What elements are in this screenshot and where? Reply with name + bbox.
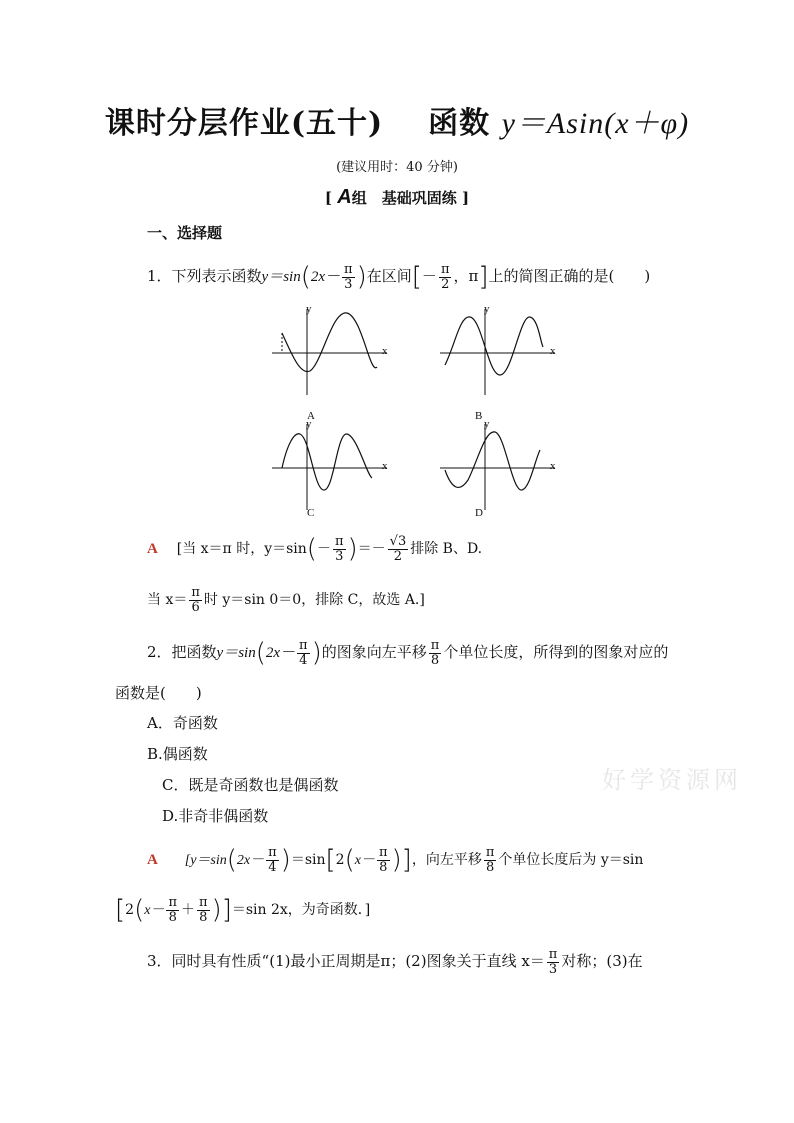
q1-answer-line2 [147, 586, 425, 614]
graph-c [262, 418, 392, 519]
q2-mid: 的图象向左平移 [321, 643, 427, 661]
frac [333, 535, 346, 563]
q2-answer-letter: A [147, 852, 158, 868]
q3-tail: 对称；(3)在 [561, 952, 643, 971]
lbracket: [ [115, 895, 126, 925]
frac-num: π [299, 637, 308, 653]
q2-option-b: B.偶函数 [147, 745, 208, 763]
axis-x-label: x [382, 345, 388, 357]
frac [429, 639, 442, 667]
q1-frac-2 [439, 263, 452, 291]
q2-option-d: D.非奇非偶函数 [162, 807, 269, 825]
lparen: ( [306, 534, 317, 564]
frac-den: 8 [379, 859, 388, 875]
frac-num: π [199, 894, 208, 910]
mid: ，向左平移 [411, 852, 482, 868]
lparen: ( [134, 895, 145, 925]
frac-num: π [334, 533, 344, 549]
q2-fn: y＝sin [216, 645, 256, 661]
eq: ＝－ [357, 541, 386, 557]
lbracket: [ [325, 845, 336, 875]
tail: 个单位长度后为 y＝sin [498, 852, 644, 868]
graph-d [430, 418, 560, 519]
axis-x-label: x [382, 460, 388, 472]
frac-num: π [440, 261, 450, 277]
q2-option-c: C．既是奇函数也是偶函数 [162, 776, 339, 794]
rparen: ) [311, 638, 322, 668]
l2b: x－ [144, 903, 165, 918]
l2a: 2 [125, 902, 135, 918]
axis-y-label: y [484, 303, 490, 315]
title-fn-math: y＝Asin(x＋φ) [501, 107, 690, 140]
q1-lbracket: [ [411, 262, 422, 292]
frac-den: 3 [548, 961, 558, 977]
q2-inner: 2x－ [265, 645, 296, 661]
q2-stem: 2．把函数 [147, 643, 217, 661]
q2-answer-line2 [115, 895, 370, 925]
graph-b [430, 303, 560, 422]
rparen: ) [391, 845, 402, 875]
frac-den: 2 [393, 548, 403, 564]
plus: ＋ [181, 902, 195, 918]
q1-frac [342, 263, 355, 291]
frac-den: 8 [485, 859, 495, 875]
group-close-bracket: ] [461, 189, 470, 207]
q1-rbracket: ] [478, 262, 489, 292]
frac [197, 896, 210, 924]
group-letter: A [337, 186, 352, 208]
frac-sqrt [388, 535, 409, 563]
section-heading: 一、选择题 [147, 224, 223, 242]
frac-den: 3 [344, 276, 353, 292]
frac [266, 846, 279, 874]
graph-a-letter: A [307, 410, 315, 422]
rparen: ) [347, 534, 358, 564]
frac-den: 8 [430, 652, 440, 668]
lparen: ( [255, 638, 266, 668]
group-heading [0, 186, 794, 209]
frac [484, 846, 497, 874]
lparen: ( [344, 845, 355, 875]
q2-answer-a: [y＝sin [184, 853, 227, 868]
q1-comma: ，π [453, 267, 479, 285]
frac-den: 8 [168, 909, 177, 925]
q1-stem: 1．下列表示函数 [147, 267, 262, 285]
q1-neg: － [421, 267, 437, 285]
neg: － [316, 541, 331, 557]
frac-den: 2 [441, 276, 450, 292]
frac-num: π [485, 844, 495, 860]
group-open-bracket: [ [324, 189, 333, 207]
frac-num: π [191, 585, 200, 600]
q1-rparen: ) [356, 262, 367, 292]
axis-x-label: x [550, 460, 556, 472]
q1-mid: 在区间 [366, 267, 412, 285]
lparen: ( [226, 845, 237, 875]
q2-answer-line1 [147, 845, 643, 875]
graph-b-letter: B [475, 410, 483, 422]
q2-line2: 函数是( ) [115, 684, 202, 702]
q2-tail: 个单位长度，所得到的图象对应的 [443, 643, 669, 661]
q1-answer-text: [当 x＝π 时，y＝sin [176, 541, 307, 557]
frac-num: π [548, 947, 558, 962]
inner2b: x－ [354, 853, 375, 868]
graph-c-letter: C [307, 507, 315, 519]
q1-answer-line2-a: 当 x＝ [147, 592, 188, 609]
title-cn: 课时分层作业(五十) [104, 106, 384, 141]
axis-x-label: x [550, 345, 556, 357]
title-fn-label: 函数 [428, 106, 491, 141]
frac-den: 6 [191, 599, 200, 615]
q3-stem: 3．同时具有性质“(1)最小正周期是π；(2)图象关于直线 x＝ [147, 952, 545, 971]
question-3 [147, 948, 643, 976]
page-title [0, 98, 794, 142]
frac-num: π [268, 844, 277, 860]
rbracket: ] [401, 845, 412, 875]
frac-den: 4 [268, 859, 277, 875]
axis-y-label: y [484, 418, 490, 430]
q2-option-a: A．奇函数 [147, 714, 218, 732]
q1-fn: y＝sin [261, 269, 301, 285]
frac [189, 586, 202, 614]
frac [377, 846, 390, 874]
frac-den: 8 [199, 909, 208, 925]
graph-d-letter: D [475, 507, 483, 519]
rbracket: ] [221, 895, 232, 925]
rparen: ) [211, 895, 222, 925]
frac [547, 948, 560, 976]
q1-tail: 上的简图正确的是( ) [488, 267, 651, 285]
frac [166, 896, 179, 924]
q1-inner: 2x－ [310, 269, 341, 285]
frac-num: π [378, 844, 388, 860]
frac-num: π [430, 637, 440, 653]
frac-den: 3 [335, 548, 344, 564]
frac-num: π [168, 894, 177, 910]
group-text: 组 基础巩固练 [351, 189, 457, 207]
axis-y-label: y [306, 303, 312, 315]
l2c: ＝sin 2x，为奇函数．] [231, 902, 371, 918]
q1-answer-line1 [147, 534, 482, 564]
question-2 [147, 638, 668, 668]
inner2a: 2 [335, 852, 345, 868]
frac [297, 639, 310, 667]
watermark: 好学资源网 [602, 766, 742, 794]
q1-answer-line2-b: 时 y＝sin 0＝0，排除 C，故选 A.] [203, 592, 425, 609]
q1-lparen: ( [300, 262, 311, 292]
q1-answer-tail: 排除 B、D. [410, 541, 483, 557]
rparen: ) [280, 845, 291, 875]
frac-num: π [344, 261, 353, 277]
q1-answer-letter: A [147, 541, 158, 557]
frac-den: 4 [299, 652, 308, 668]
suggested-time: (建议用时：40 分钟) [336, 160, 458, 175]
frac-num: √3 [389, 533, 407, 549]
question-1 [147, 262, 650, 292]
graph-a [262, 303, 392, 422]
inner: 2x－ [236, 853, 265, 868]
axis-y-label: y [306, 418, 312, 430]
eq: ＝sin [290, 852, 326, 868]
